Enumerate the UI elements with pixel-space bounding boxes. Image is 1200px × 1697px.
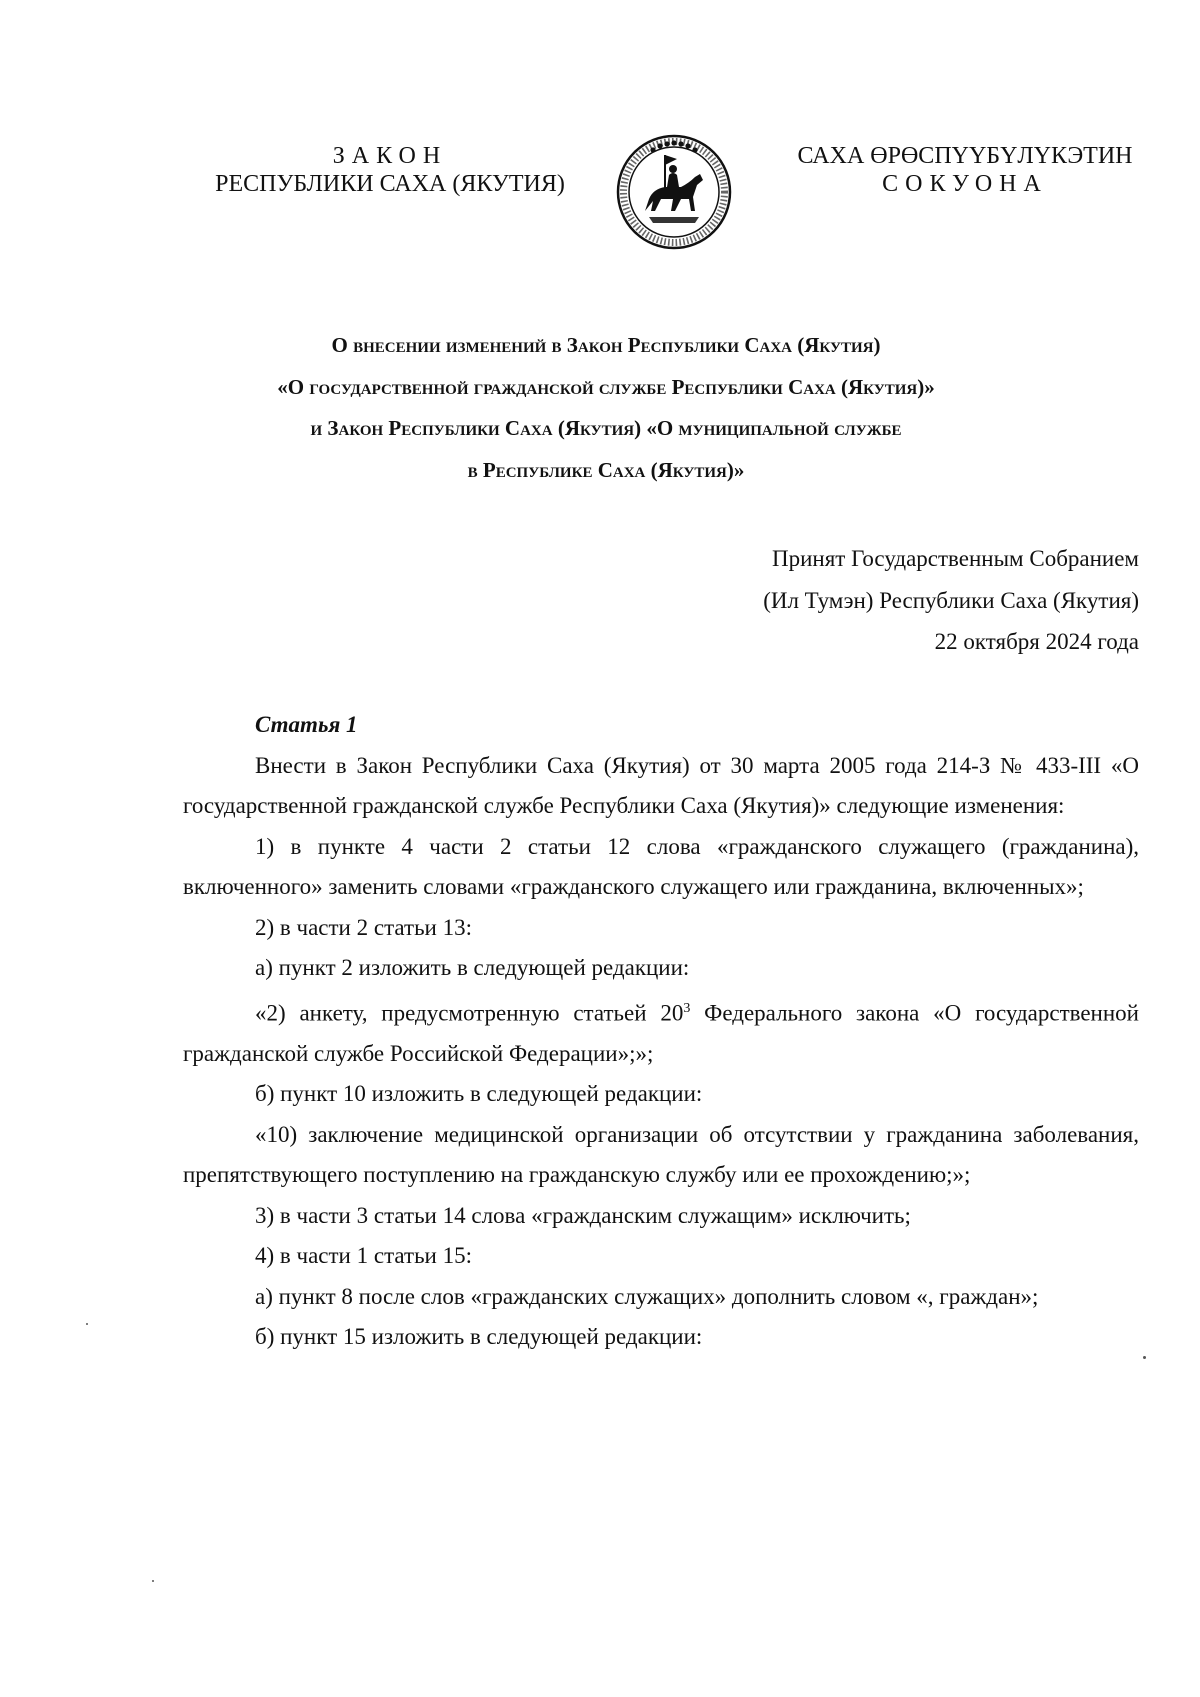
- law-title: [150, 325, 1062, 491]
- item-2a-text-end: Федерального закона «О государственной гражданской службе Российской Федерации»;»;: [183, 1000, 1139, 1066]
- paragraph-item-1: 1) в пункте 4 части 2 статьи 12 слова «гражданского служащего (гражданина), включенного» заменить словами «гражданского служащего или гражданина, включенных»;: [183, 833, 1139, 899]
- coat-of-arms-emblem-icon: [615, 133, 733, 251]
- paragraph-item-2a-text: [183, 989, 1139, 1075]
- scan-speck: [86, 1323, 88, 1325]
- scan-speck: [1143, 1356, 1146, 1359]
- article-heading: Статья 1: [255, 712, 358, 737]
- title-line-3: и Закон Республики Саха (Якутия) «О муниципальной службе: [310, 416, 902, 440]
- adoption-note: [600, 538, 1139, 663]
- document-body: [183, 705, 1139, 1358]
- republic-name-ru: РЕСПУБЛИКИ САХА (ЯКУТИЯ): [215, 171, 565, 197]
- title-line-2: «О государственной гражданской службе Республики Саха (Якутия)»: [277, 374, 935, 399]
- paragraph-item-3: 3) в части 3 статьи 14 слова «гражданским служащим» исключить;: [255, 1202, 911, 1228]
- paragraph-item-4: 4) в части 1 статьи 15:: [255, 1243, 473, 1269]
- law-label-ru: ЗАКОН: [332, 143, 448, 169]
- paragraph-item-4a: а) пункт 8 после слов «гражданских служащих» дополнить словом «, граждан»;: [255, 1283, 1039, 1309]
- header-left: [200, 142, 580, 198]
- superscript-3: 3: [683, 1000, 691, 1016]
- paragraph-item-2a: а) пункт 2 изложить в следующей редакции:: [255, 955, 690, 980]
- item-2a-text-start: «2) анкету, предусмотренную статьей 20: [255, 1000, 684, 1026]
- scan-speck: [152, 1580, 154, 1582]
- republic-name-sakha: САХА ӨРӨСПҮҮБҮЛҮКЭТИН: [797, 143, 1133, 169]
- paragraph-intro: Внести в Закон Республики Саха (Якутия) от 30 марта 2005 года 214-З № 433-III «О государственной гражданской службе Республики Саха (Якутия)» следующие изменения:: [183, 752, 1139, 818]
- title-line-1: О внесении изменений в Закон Республики Саха (Якутия): [331, 333, 881, 357]
- adoption-line-2: (Ил Тумэн) Республики Саха (Якутия): [763, 587, 1139, 613]
- paragraph-item-2b: б) пункт 10 изложить в следующей редакции:: [255, 1081, 703, 1107]
- adoption-line-1: Принят Государственным Собранием: [771, 546, 1139, 571]
- title-line-4: в Республике Саха (Якутия)»: [467, 457, 745, 482]
- law-label-sakha: СОКУОНА: [882, 171, 1048, 197]
- adoption-date: 22 октября 2024 года: [934, 629, 1139, 654]
- paragraph-item-2: 2) в части 2 статьи 13:: [255, 914, 473, 940]
- header-right: [780, 142, 1150, 198]
- paragraph-item-2b-text: «10) заключение медицинской организации об отсутствии у гражданина заболевания, препятствующего поступлению на гражданскую службу или ее прохождению;»;: [183, 1121, 1139, 1188]
- paragraph-item-4b: б) пункт 15 изложить в следующей редакции:: [255, 1324, 703, 1350]
